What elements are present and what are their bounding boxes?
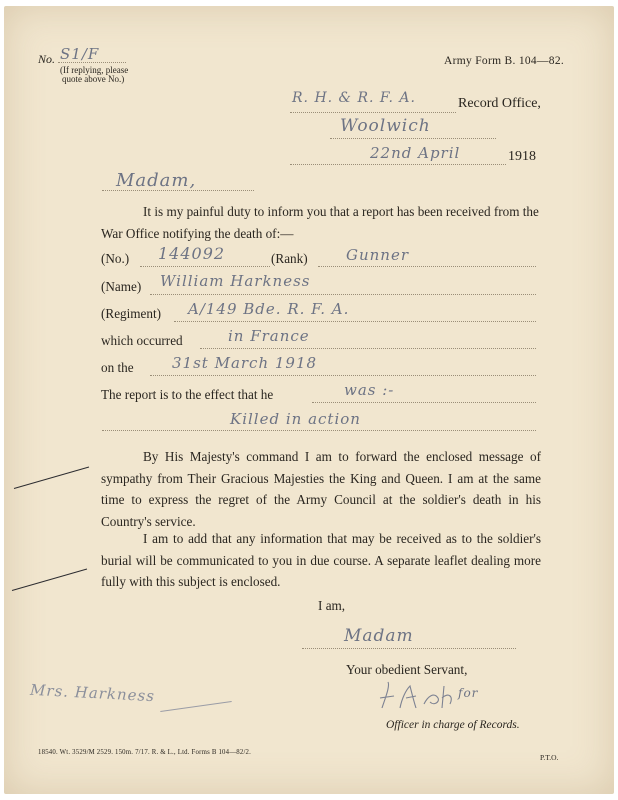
form-number-value: S1/F — [60, 45, 100, 63]
report-label: The report is to the effect that he — [101, 387, 274, 402]
on-the-label: on the — [101, 360, 134, 375]
regiment-label: (Regiment) — [101, 306, 162, 321]
office-place: Woolwich — [340, 116, 431, 136]
army-form-number: Army Form B. 104—82. — [444, 55, 565, 67]
number-label: (No.) — [101, 251, 130, 266]
signature-note: for — [458, 686, 479, 700]
salutation-line — [102, 190, 254, 191]
occurred-value: in France — [228, 327, 310, 345]
office-line — [290, 112, 456, 113]
name-label: (Name) — [101, 279, 142, 294]
date-line — [290, 164, 506, 165]
form-number-line — [58, 62, 126, 63]
name-line — [150, 294, 536, 295]
date-of-death-line — [150, 375, 536, 376]
number-line — [140, 266, 270, 267]
rank-value: Gunner — [346, 246, 410, 264]
regiment-line — [174, 321, 536, 322]
office-date: 22nd April — [370, 144, 461, 162]
form-number-note-1: (If replying, please — [60, 65, 129, 75]
office-year: 1918 — [508, 149, 536, 164]
closing-madam: Madam — [344, 626, 414, 646]
form-paper — [4, 6, 614, 794]
madam-line — [302, 648, 516, 649]
report-value-2: Killed in action — [230, 410, 361, 428]
rank-label: (Rank) — [271, 251, 308, 266]
closing-servant: Your obedient Servant, — [346, 662, 468, 677]
death-date: 31st March 1918 — [172, 354, 318, 372]
record-office-suffix: Record Office, — [458, 96, 541, 111]
salutation: Madam, — [116, 170, 197, 191]
sympathy-paragraph: By His Majesty's command I am to forward the enclosed message of sympathy from Their Gracious Majesties the King and Queen. I am at the same time to express the regret of the Army Council at the soldier's death in his Country's service. — [101, 449, 541, 529]
form-number-note-2: quote above No.) — [62, 74, 125, 84]
rank-line — [318, 266, 536, 267]
officer-title: Officer in charge of Records. — [386, 719, 520, 731]
record-office-name: R. H. & R. F. A. — [292, 90, 416, 106]
occurred-line — [200, 348, 536, 349]
report-line-2 — [102, 430, 536, 431]
regiment-value: A/149 Bde. R. F. A. — [188, 300, 350, 318]
place-line — [330, 138, 496, 139]
soldier-name: William Harkness — [160, 272, 311, 290]
service-number: 144092 — [158, 244, 226, 263]
pto-mark: P.T.O. — [540, 753, 559, 762]
closing-i-am: I am, — [318, 598, 346, 613]
form-number-label: No. — [38, 52, 56, 66]
print-reference: 18540. Wt. 3529/M 2529. 150m. 7/17. R. & L., Ltd. Forms B 104—82/2. — [38, 749, 252, 756]
burial-paragraph: I am to add that any information that may be received as to the soldier's burial will be communicated to you in due course. A separate leaflet dealing more fully with this subject is enclosed. — [101, 531, 541, 589]
report-value-1: was :- — [344, 381, 395, 399]
addressee-pencil: Mrs. Harkness — [29, 680, 156, 706]
intro-text: It is my painful duty to inform you that a report has been received from the War Office notifying the death of:— — [101, 204, 539, 241]
report-line-1 — [312, 402, 536, 403]
occurred-label: which occurred — [101, 333, 183, 348]
